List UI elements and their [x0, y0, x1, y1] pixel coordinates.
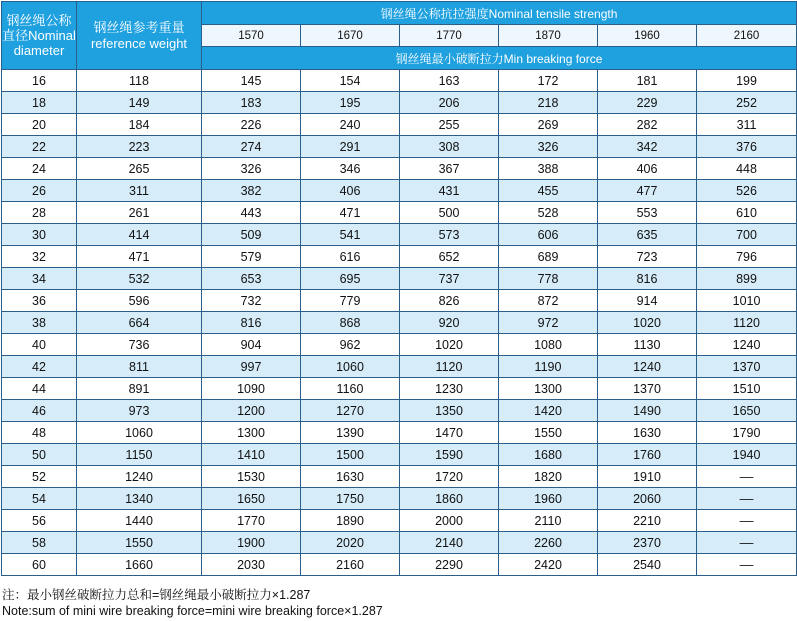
- table-row: [2, 378, 797, 400]
- weight-header: 钢丝绳参考重量reference weight: [77, 2, 202, 70]
- diameter-cell: 16: [2, 70, 77, 92]
- diameter-cell: 36: [2, 290, 77, 312]
- force-1670-cell: 471: [301, 202, 400, 224]
- diameter-cell: 32: [2, 246, 77, 268]
- weight-cell: 532: [77, 268, 202, 290]
- grade-1570-header: 1570: [202, 25, 301, 47]
- grade-1670-header: 1670: [301, 25, 400, 47]
- force-1870-cell: 1680: [499, 444, 598, 466]
- table-row: [2, 290, 797, 312]
- table-row: [2, 422, 797, 444]
- force-1960-cell: 635: [598, 224, 697, 246]
- weight-cell: 149: [77, 92, 202, 114]
- force-1670-cell: 962: [301, 334, 400, 356]
- force-2160-cell: 1510: [697, 378, 797, 400]
- force-2160-cell: ––: [697, 488, 797, 510]
- force-1960-cell: 2060: [598, 488, 697, 510]
- force-1670-cell: 406: [301, 180, 400, 202]
- force-1870-cell: 1420: [499, 400, 598, 422]
- diameter-cell: 50: [2, 444, 77, 466]
- force-1870-cell: 1190: [499, 356, 598, 378]
- grade-2160-header: 2160: [697, 25, 797, 47]
- force-1960-cell: 816: [598, 268, 697, 290]
- force-1670-cell: 616: [301, 246, 400, 268]
- weight-cell: 223: [77, 136, 202, 158]
- force-1870-cell: 2110: [499, 510, 598, 532]
- weight-cell: 973: [77, 400, 202, 422]
- force-1960-cell: 1370: [598, 378, 697, 400]
- force-2160-cell: 1790: [697, 422, 797, 444]
- table-row: [2, 444, 797, 466]
- force-2160-cell: ––: [697, 554, 797, 576]
- force-1960-cell: 1240: [598, 356, 697, 378]
- force-2160-cell: 252: [697, 92, 797, 114]
- weight-cell: 664: [77, 312, 202, 334]
- diameter-header: 钢丝绳公称直径Nominal diameter: [2, 2, 77, 70]
- notes: [2, 587, 383, 619]
- force-1570-cell: 816: [202, 312, 301, 334]
- force-2160-cell: 899: [697, 268, 797, 290]
- force-1870-cell: 269: [499, 114, 598, 136]
- force-1670-cell: 868: [301, 312, 400, 334]
- diameter-cell: 60: [2, 554, 77, 576]
- force-2160-cell: 796: [697, 246, 797, 268]
- force-1770-cell: 431: [400, 180, 499, 202]
- force-1870-cell: 872: [499, 290, 598, 312]
- force-1670-cell: 695: [301, 268, 400, 290]
- force-2160-cell: 1940: [697, 444, 797, 466]
- force-2160-cell: 1650: [697, 400, 797, 422]
- force-1870-cell: 326: [499, 136, 598, 158]
- diameter-cell: 46: [2, 400, 77, 422]
- force-1870-cell: 1300: [499, 378, 598, 400]
- table-row: [2, 532, 797, 554]
- force-1870-cell: 1960: [499, 488, 598, 510]
- force-1770-cell: 2290: [400, 554, 499, 576]
- force-1670-cell: 240: [301, 114, 400, 136]
- force-1870-cell: 172: [499, 70, 598, 92]
- table-row: [2, 466, 797, 488]
- weight-cell: 596: [77, 290, 202, 312]
- weight-cell: 736: [77, 334, 202, 356]
- weight-cell: 891: [77, 378, 202, 400]
- force-1570-cell: 145: [202, 70, 301, 92]
- diameter-cell: 28: [2, 202, 77, 224]
- diameter-cell: 42: [2, 356, 77, 378]
- force-1770-cell: 1020: [400, 334, 499, 356]
- force-2160-cell: 199: [697, 70, 797, 92]
- force-1570-cell: 1090: [202, 378, 301, 400]
- force-1670-cell: 1060: [301, 356, 400, 378]
- weight-cell: 414: [77, 224, 202, 246]
- force-1870-cell: 388: [499, 158, 598, 180]
- force-1670-cell: 1890: [301, 510, 400, 532]
- force-1960-cell: 1630: [598, 422, 697, 444]
- force-1870-cell: 1080: [499, 334, 598, 356]
- force-1670-cell: 2020: [301, 532, 400, 554]
- force-1770-cell: 1350: [400, 400, 499, 422]
- force-2160-cell: ––: [697, 510, 797, 532]
- force-1870-cell: 2420: [499, 554, 598, 576]
- force-1670-cell: 2160: [301, 554, 400, 576]
- force-2160-cell: 448: [697, 158, 797, 180]
- force-1770-cell: 500: [400, 202, 499, 224]
- force-1870-cell: 689: [499, 246, 598, 268]
- force-1570-cell: 653: [202, 268, 301, 290]
- table-row: [2, 356, 797, 378]
- force-1960-cell: 2370: [598, 532, 697, 554]
- diameter-cell: 40: [2, 334, 77, 356]
- force-1770-cell: 2000: [400, 510, 499, 532]
- force-1570-cell: 509: [202, 224, 301, 246]
- force-1870-cell: 218: [499, 92, 598, 114]
- force-2160-cell: 526: [697, 180, 797, 202]
- weight-cell: 1550: [77, 532, 202, 554]
- force-1960-cell: 1020: [598, 312, 697, 334]
- force-1570-cell: 1900: [202, 532, 301, 554]
- force-1670-cell: 1500: [301, 444, 400, 466]
- force-1570-cell: 274: [202, 136, 301, 158]
- force-1570-cell: 443: [202, 202, 301, 224]
- table-row: [2, 180, 797, 202]
- breaking-force-table: [1, 1, 797, 576]
- force-1670-cell: 291: [301, 136, 400, 158]
- table-row: [2, 400, 797, 422]
- force-2160-cell: ––: [697, 466, 797, 488]
- force-1770-cell: 206: [400, 92, 499, 114]
- force-1670-cell: 541: [301, 224, 400, 246]
- table-row: [2, 312, 797, 334]
- weight-cell: 1340: [77, 488, 202, 510]
- force-1770-cell: 737: [400, 268, 499, 290]
- force-1570-cell: 1200: [202, 400, 301, 422]
- table-row: [2, 554, 797, 576]
- force-2160-cell: 700: [697, 224, 797, 246]
- table-row: [2, 202, 797, 224]
- force-1960-cell: 1490: [598, 400, 697, 422]
- force-2160-cell: 311: [697, 114, 797, 136]
- weight-cell: 811: [77, 356, 202, 378]
- grade-1870-header: 1870: [499, 25, 598, 47]
- force-1570-cell: 732: [202, 290, 301, 312]
- force-1770-cell: 1470: [400, 422, 499, 444]
- diameter-cell: 38: [2, 312, 77, 334]
- force-1960-cell: 406: [598, 158, 697, 180]
- breaking-force-header: 钢丝绳最小破断拉力Min breaking force: [202, 47, 797, 70]
- force-1670-cell: 1750: [301, 488, 400, 510]
- force-1570-cell: 1410: [202, 444, 301, 466]
- force-2160-cell: 1240: [697, 334, 797, 356]
- force-1960-cell: 553: [598, 202, 697, 224]
- table-row: [2, 70, 797, 92]
- grade-1770-header: 1770: [400, 25, 499, 47]
- diameter-cell: 48: [2, 422, 77, 444]
- weight-cell: 471: [77, 246, 202, 268]
- force-1870-cell: 2260: [499, 532, 598, 554]
- force-1570-cell: 1300: [202, 422, 301, 444]
- force-1670-cell: 1160: [301, 378, 400, 400]
- diameter-cell: 54: [2, 488, 77, 510]
- force-1770-cell: 163: [400, 70, 499, 92]
- table-row: [2, 136, 797, 158]
- weight-cell: 1060: [77, 422, 202, 444]
- force-1670-cell: 195: [301, 92, 400, 114]
- weight-cell: 311: [77, 180, 202, 202]
- force-1770-cell: 308: [400, 136, 499, 158]
- force-1570-cell: 904: [202, 334, 301, 356]
- weight-cell: 184: [77, 114, 202, 136]
- force-1870-cell: 455: [499, 180, 598, 202]
- force-1570-cell: 183: [202, 92, 301, 114]
- force-1570-cell: 1650: [202, 488, 301, 510]
- table-row: [2, 334, 797, 356]
- force-1960-cell: 181: [598, 70, 697, 92]
- table-row: [2, 246, 797, 268]
- force-2160-cell: 376: [697, 136, 797, 158]
- force-1670-cell: 1390: [301, 422, 400, 444]
- table-row: [2, 268, 797, 290]
- force-1870-cell: 778: [499, 268, 598, 290]
- table-row: [2, 510, 797, 532]
- force-1960-cell: 1910: [598, 466, 697, 488]
- force-1770-cell: 2140: [400, 532, 499, 554]
- force-1670-cell: 346: [301, 158, 400, 180]
- force-1570-cell: 326: [202, 158, 301, 180]
- force-1870-cell: 1550: [499, 422, 598, 444]
- force-1960-cell: 1130: [598, 334, 697, 356]
- force-1770-cell: 255: [400, 114, 499, 136]
- force-1770-cell: 1720: [400, 466, 499, 488]
- force-1570-cell: 579: [202, 246, 301, 268]
- force-2160-cell: 1120: [697, 312, 797, 334]
- force-1670-cell: 1630: [301, 466, 400, 488]
- force-1770-cell: 1860: [400, 488, 499, 510]
- force-1570-cell: 1530: [202, 466, 301, 488]
- table-row: [2, 488, 797, 510]
- force-2160-cell: 610: [697, 202, 797, 224]
- diameter-cell: 44: [2, 378, 77, 400]
- note-chinese: 注：最小钢丝破断拉力总和=钢丝绳最小破断拉力×1.287: [2, 588, 311, 602]
- force-1960-cell: 2540: [598, 554, 697, 576]
- force-1960-cell: 229: [598, 92, 697, 114]
- table-row: [2, 92, 797, 114]
- force-2160-cell: ––: [697, 532, 797, 554]
- weight-cell: 118: [77, 70, 202, 92]
- note-english: Note:sum of mini wire breaking force=mini wire breaking force×1.287: [2, 604, 383, 618]
- weight-cell: 265: [77, 158, 202, 180]
- force-1960-cell: 914: [598, 290, 697, 312]
- force-1570-cell: 382: [202, 180, 301, 202]
- weight-cell: 1440: [77, 510, 202, 532]
- diameter-cell: 56: [2, 510, 77, 532]
- force-1870-cell: 1820: [499, 466, 598, 488]
- diameter-cell: 18: [2, 92, 77, 114]
- force-1770-cell: 826: [400, 290, 499, 312]
- force-1670-cell: 1270: [301, 400, 400, 422]
- force-2160-cell: 1370: [697, 356, 797, 378]
- diameter-cell: 30: [2, 224, 77, 246]
- force-1770-cell: 652: [400, 246, 499, 268]
- table-row: [2, 114, 797, 136]
- force-1570-cell: 1770: [202, 510, 301, 532]
- diameter-cell: 52: [2, 466, 77, 488]
- force-1960-cell: 1760: [598, 444, 697, 466]
- force-1570-cell: 226: [202, 114, 301, 136]
- diameter-cell: 24: [2, 158, 77, 180]
- force-1870-cell: 528: [499, 202, 598, 224]
- force-1770-cell: 367: [400, 158, 499, 180]
- force-1770-cell: 920: [400, 312, 499, 334]
- weight-cell: 261: [77, 202, 202, 224]
- force-1960-cell: 282: [598, 114, 697, 136]
- force-1770-cell: 1590: [400, 444, 499, 466]
- force-2160-cell: 1010: [697, 290, 797, 312]
- table-row: [2, 158, 797, 180]
- diameter-cell: 34: [2, 268, 77, 290]
- force-1870-cell: 606: [499, 224, 598, 246]
- force-1570-cell: 997: [202, 356, 301, 378]
- diameter-cell: 22: [2, 136, 77, 158]
- diameter-cell: 26: [2, 180, 77, 202]
- force-1670-cell: 779: [301, 290, 400, 312]
- grade-1960-header: 1960: [598, 25, 697, 47]
- force-1960-cell: 2210: [598, 510, 697, 532]
- force-1570-cell: 2030: [202, 554, 301, 576]
- weight-cell: 1240: [77, 466, 202, 488]
- force-1770-cell: 1230: [400, 378, 499, 400]
- tensile-strength-header: 钢丝绳公称抗拉强度Nominal tensile strength: [202, 2, 797, 25]
- force-1960-cell: 342: [598, 136, 697, 158]
- weight-cell: 1660: [77, 554, 202, 576]
- force-1960-cell: 723: [598, 246, 697, 268]
- table-row: [2, 224, 797, 246]
- table-body: [2, 70, 797, 576]
- force-1670-cell: 154: [301, 70, 400, 92]
- weight-cell: 1150: [77, 444, 202, 466]
- force-1770-cell: 1120: [400, 356, 499, 378]
- diameter-cell: 20: [2, 114, 77, 136]
- force-1770-cell: 573: [400, 224, 499, 246]
- diameter-cell: 58: [2, 532, 77, 554]
- force-1960-cell: 477: [598, 180, 697, 202]
- force-1870-cell: 972: [499, 312, 598, 334]
